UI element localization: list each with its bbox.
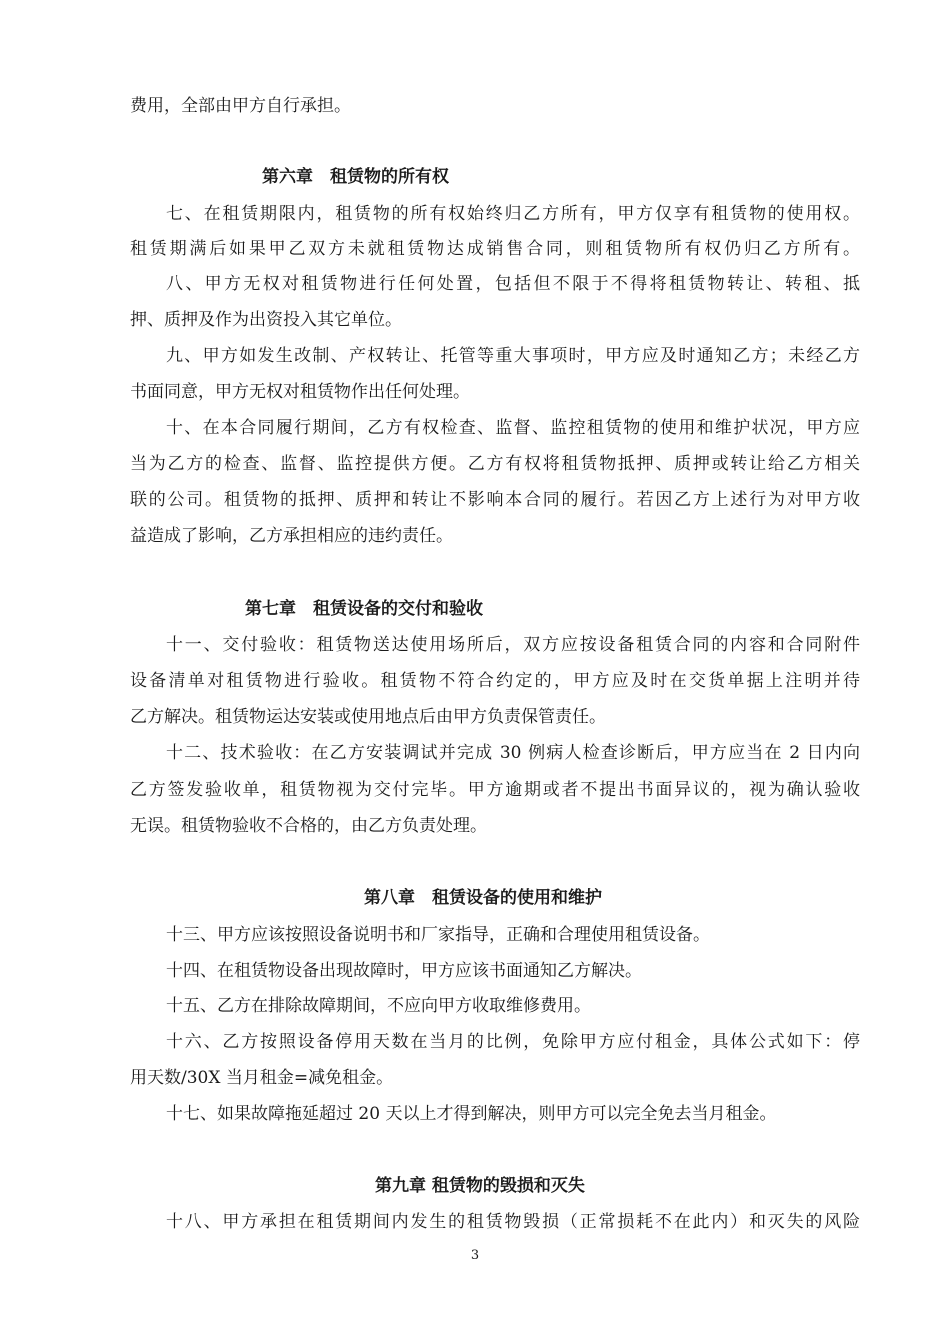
paragraph-line: 十五、乙方在排除故障期间，不应向甲方收取维修费用。 [166,996,591,1016]
paragraph-line: 联的公司。租赁物的抵押、质押和转让不影响本合同的履行。若因乙方上述行为对甲方收 [130,490,860,510]
paragraph-line: 设备清单对租赁物进行验收。租赁物不符合约定的，甲方应及时在交货单据上注明并待 [130,671,860,691]
paragraph-line: 用天数/30X 当月租金=减免租金。 [130,1068,394,1088]
paragraph-line: 当为乙方的检查、监督、监控提供方便。乙方有权将租赁物抵押、质押或转让给乙方相关 [130,454,860,474]
paragraph-line: 费用，全部由甲方自行承担。 [130,96,351,116]
paragraph-line: 无误。租赁物验收不合格的，由乙方负责处理。 [130,816,487,836]
paragraph-line: 租赁期满后如果甲乙双方未就租赁物达成销售合同，则租赁物所有权仍归乙方所有。 [130,239,860,259]
chapter-heading: 第八章 租赁设备的使用和维护 [364,888,602,908]
page-number: 3 [470,1248,480,1263]
paragraph-line: 十、在本合同履行期间，乙方有权检查、监督、监控租赁物的使用和维护状况，甲方应 [166,418,860,438]
paragraph-line: 书面同意，甲方无权对租赁物作出任何处理。 [130,382,470,402]
chapter-heading: 第七章 租赁设备的交付和验收 [245,599,483,619]
paragraph-line: 押、质押及作为出资投入其它单位。 [130,310,402,330]
paragraph-line: 十七、如果故障拖延超过 20 天以上才得到解决，则甲方可以完全免去当月租金。 [166,1104,777,1124]
paragraph-line: 乙方签发验收单，租赁物视为交付完毕。甲方逾期或者不提出书面异议的，视为确认验收 [130,780,860,800]
paragraph-line: 八、甲方无权对租赁物进行任何处置，包括但不限于不得将租赁物转让、转租、抵 [166,274,860,294]
chapter-heading: 第九章 租赁物的毁损和灭失 [375,1176,585,1196]
paragraph-line: 十六、乙方按照设备停用天数在当月的比例，免除甲方应付租金，具体公式如下：停 [166,1032,860,1052]
chapter-heading: 第六章 租赁物的所有权 [262,167,449,187]
paragraph-line: 七、在租赁期限内，租赁物的所有权始终归乙方所有，甲方仅享有租赁物的使用权。 [166,204,860,224]
paragraph-line: 十三、甲方应该按照设备说明书和厂家指导，正确和合理使用租赁设备。 [166,925,710,945]
paragraph-line: 十一、交付验收：租赁物送达使用场所后，双方应按设备租赁合同的内容和合同附件 [166,635,860,655]
paragraph-line: 十八、甲方承担在租赁期间内发生的租赁物毁损（正常损耗不在此内）和灭失的风险 [166,1212,860,1232]
paragraph-line: 九、甲方如发生改制、产权转让、托管等重大事项时，甲方应及时通知乙方；未经乙方 [166,346,860,366]
paragraph-line: 十二、技术验收：在乙方安装调试并完成 30 例病人检查诊断后，甲方应当在 2 日内向 [166,743,860,763]
paragraph-line: 十四、在租赁物设备出现故障时，甲方应该书面通知乙方解决。 [166,961,642,981]
paragraph-line: 益造成了影响，乙方承担相应的违约责任。 [130,526,453,546]
paragraph-line: 乙方解决。租赁物运达安装或使用地点后由甲方负责保管责任。 [130,707,606,727]
